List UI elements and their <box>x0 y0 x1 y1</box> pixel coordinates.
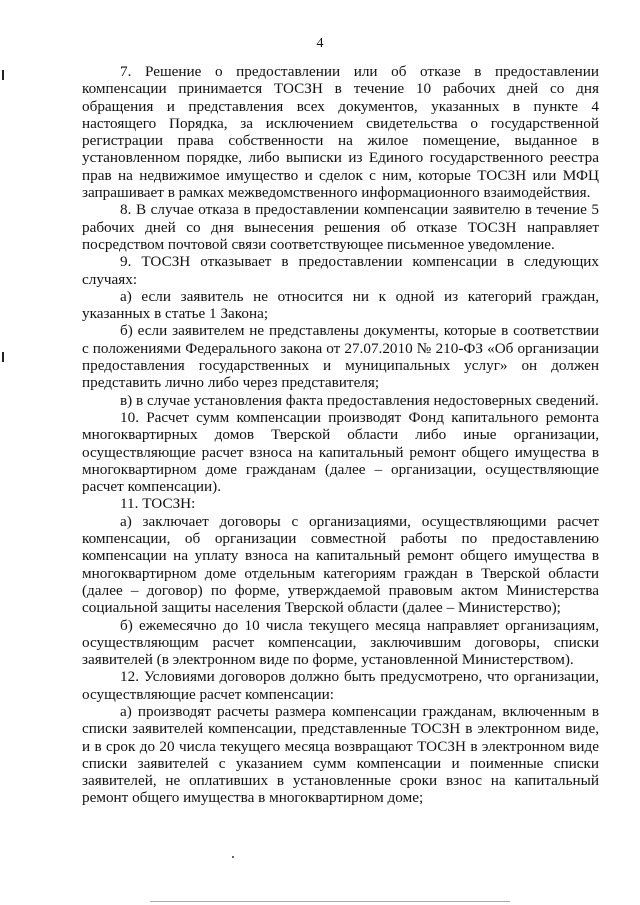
paragraph-9c: в) в случае установления факта предоставления недостоверных сведений. <box>120 391 599 409</box>
scan-bottom-edge <box>150 901 510 902</box>
paragraph-10: 10. Расчет сумм компенсации производят Фонд капитального ремонта многоквартирных домов Тверской области либо иные организации, осуществляющие расчет взноса на капитальный ремонт общего имущества в многоквартирном доме гражданам (далее – организации, осуществляющие расчет компенсации). <box>82 408 599 496</box>
paragraph-11: 11. ТОСЗН: <box>120 495 196 513</box>
paragraph-12: 12. Условиями договоров должно быть предусмотрено, что организации, осуществляющие расчет компенсации: <box>82 668 599 703</box>
scan-speck <box>232 856 234 858</box>
paragraph-11a: а) заключает договоры с организациями, осуществляющими расчет компенсации, об организации совместной работы по предоставлению компенсации на уплату взноса на капитальный ремонт общего имущества в многоквартирном доме отдельным категориям граждан в Тверской области (далее – договор) по форме, утверждаемой правовым актом Министерства социальной защиты населения Тверской области (далее – Министерство); <box>82 512 599 617</box>
paragraph-9a: а) если заявитель не относится ни к одной из категорий граждан, указанных в статье 1 Закона; <box>82 287 599 323</box>
document-body <box>82 63 599 807</box>
paragraph-12a: а) производят расчеты размера компенсации гражданам, включенным в списки заявителей компенсации, представленные ТОСЗН в электронном виде, и в срок до 20 числа текущего месяца возвращают ТОСЗН в электронном виде списки заявителей с указанием сумм компенсации и поименные списки заявителей, не оплативших в установленные сроки взнос на капитальный ремонт общего имущества в многоквартирном доме; <box>82 702 599 807</box>
paragraph-9b: б) если заявителем не представлены документы, которые в соответствии с положениями Федерального закона от 27.07.2010 № 210-ФЗ «Об организации предоставления государственных и муниципальных услуг» он должен представить лично либо через представителя; <box>82 322 599 392</box>
paragraph-9: 9. ТОСЗН отказывает в предоставлении компенсации в следующих случаях: <box>82 253 599 288</box>
paragraph-7: 7. Решение о предоставлении или об отказе в предоставлении компенсации принимается ТОСЗН в течение 10 рабочих дней со дня обращения и представления всех документов, указанных в пункте 4 настоящего Порядка, за исключением свидетельства о государственной регистрации права собственности на жилое помещение, выданное в установленном порядке, либо выписки из Единого государственного реестра прав на недвижимое имущество и сделок с ним, которые ТОСЗН или МФЦ запрашивает в рамках межведомственного информационного взаимодействия. <box>82 63 599 202</box>
left-edge-mark <box>2 352 4 362</box>
left-edge-mark <box>2 70 4 80</box>
paragraph-11b: б) ежемесячно до 10 числа текущего месяца направляет организациям, осуществляющим расчет компенсации, заключившим договоры, списки заявителей (в электронном виде по форме, установленной Министерством). <box>82 616 599 669</box>
page-number: 4 <box>316 36 324 51</box>
paragraph-8: 8. В случае отказа в предоставлении компенсации заявителю в течение 5 рабочих дней со дня вынесения решения об отказе ТОСЗН направляет посредством почтовой связи соответствующее письменное уведомление. <box>82 201 599 253</box>
